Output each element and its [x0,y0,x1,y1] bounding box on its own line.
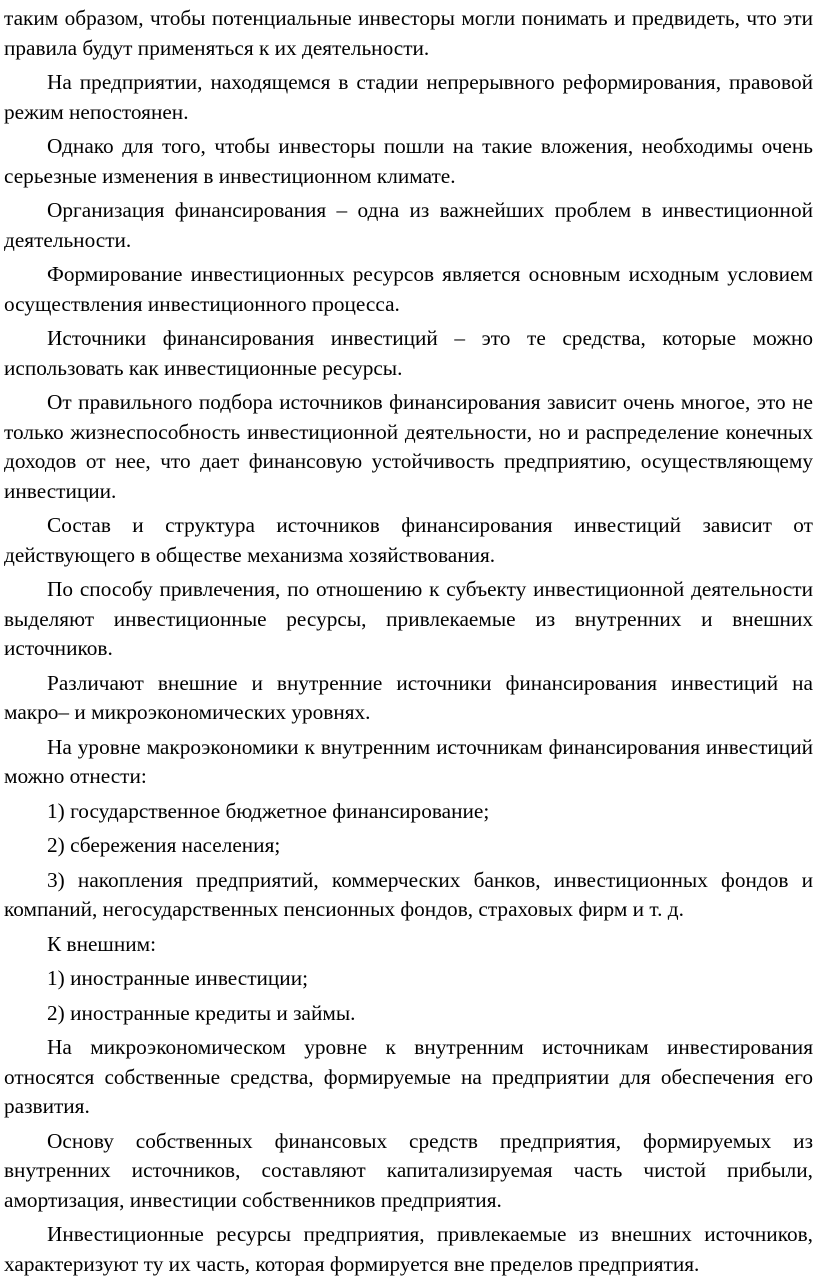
list-item-macro-internal-2: 2) сбережения населения; [47,833,281,857]
list-item-macro-internal-1: 1) государственное бюджетное финансирование; [47,798,490,823]
paragraph-10: Различают внешние и внутренние источники финансирования инвестиций на макро– и микроэкономических уровнях. [4,670,813,724]
paragraph-4: Организация финансирования – одна из важнейших проблем в инвестиционной деятельности. [4,198,813,252]
paragraph-5: Формирование инвестиционных ресурсов является основным исходным условием осуществления инвестиционного процесса. [4,262,813,316]
paragraph-19: Основу собственных финансовых средств предприятия, формируемых из внутренних источников, составляют капитализируемая часть чистой прибыли, амортизация, инвестиции собственников предприятия. [4,1128,813,1212]
paragraph-external-heading: К внешним: [47,931,157,956]
paragraph-20: Инвестиционные ресурсы предприятия, привлекаемые из внешних источников, характеризуют ту их часть, которая формируется вне пределов предприятия. [4,1222,813,1276]
paragraph-6: Источники финансирования инвестиций – это те средства, которые можно использовать как инвестиционные ресурсы. [4,326,813,380]
paragraph-8: Состав и структура источников финансирования инвестиций зависит от действующего в обществе механизма хозяйствования. [4,513,813,567]
list-item-macro-external-2: 2) иностранные кредиты и займы. [47,1000,356,1025]
paragraph-18: На микроэкономическом уровне к внутренним источникам инвестирования относятся собственные средства, формируемые на предприятии для обеспечения его развития. [4,1035,813,1118]
paragraph-1: таким образом, чтобы потенциальные инвесторы могли понимать и предвидеть, что эти правила будут применяться к их деятельности. [4,6,813,60]
paragraph-11: На уровне макроэкономики к внутренним источникам финансирования инвестиций можно отнести: [4,734,813,788]
paragraph-2: На предприятии, находящемся в стадии непрерывного реформирования, правовой режим непостоянен. [4,70,813,124]
paragraph-9: По способу привлечения, по отношению к субъекту инвестиционной деятельности выделяют инвестиционные ресурсы, привлекаемые из внутренних и внешних источников. [4,577,813,660]
paragraph-7: От правильного подбора источников финансирования зависит очень многое, это не только жизнеспособность инвестиционной деятельности, но и распределение конечных доходов от нее, что дает финансовую устойчивость предприятию, осуществляющему инвестиции. [4,390,813,503]
paragraph-3: Однако для того, чтобы инвесторы пошли на такие вложения, необходимы очень серьезные изменения в инвестиционном климате. [4,134,813,188]
list-item-macro-internal-3: 3) накопления предприятий, коммерческих банков, инвестиционных фондов и компаний, негосударственных пенсионных фондов, страховых фирм и т. д. [4,867,813,921]
list-item-macro-external-1: 1) иностранные инвестиции; [47,966,309,990]
